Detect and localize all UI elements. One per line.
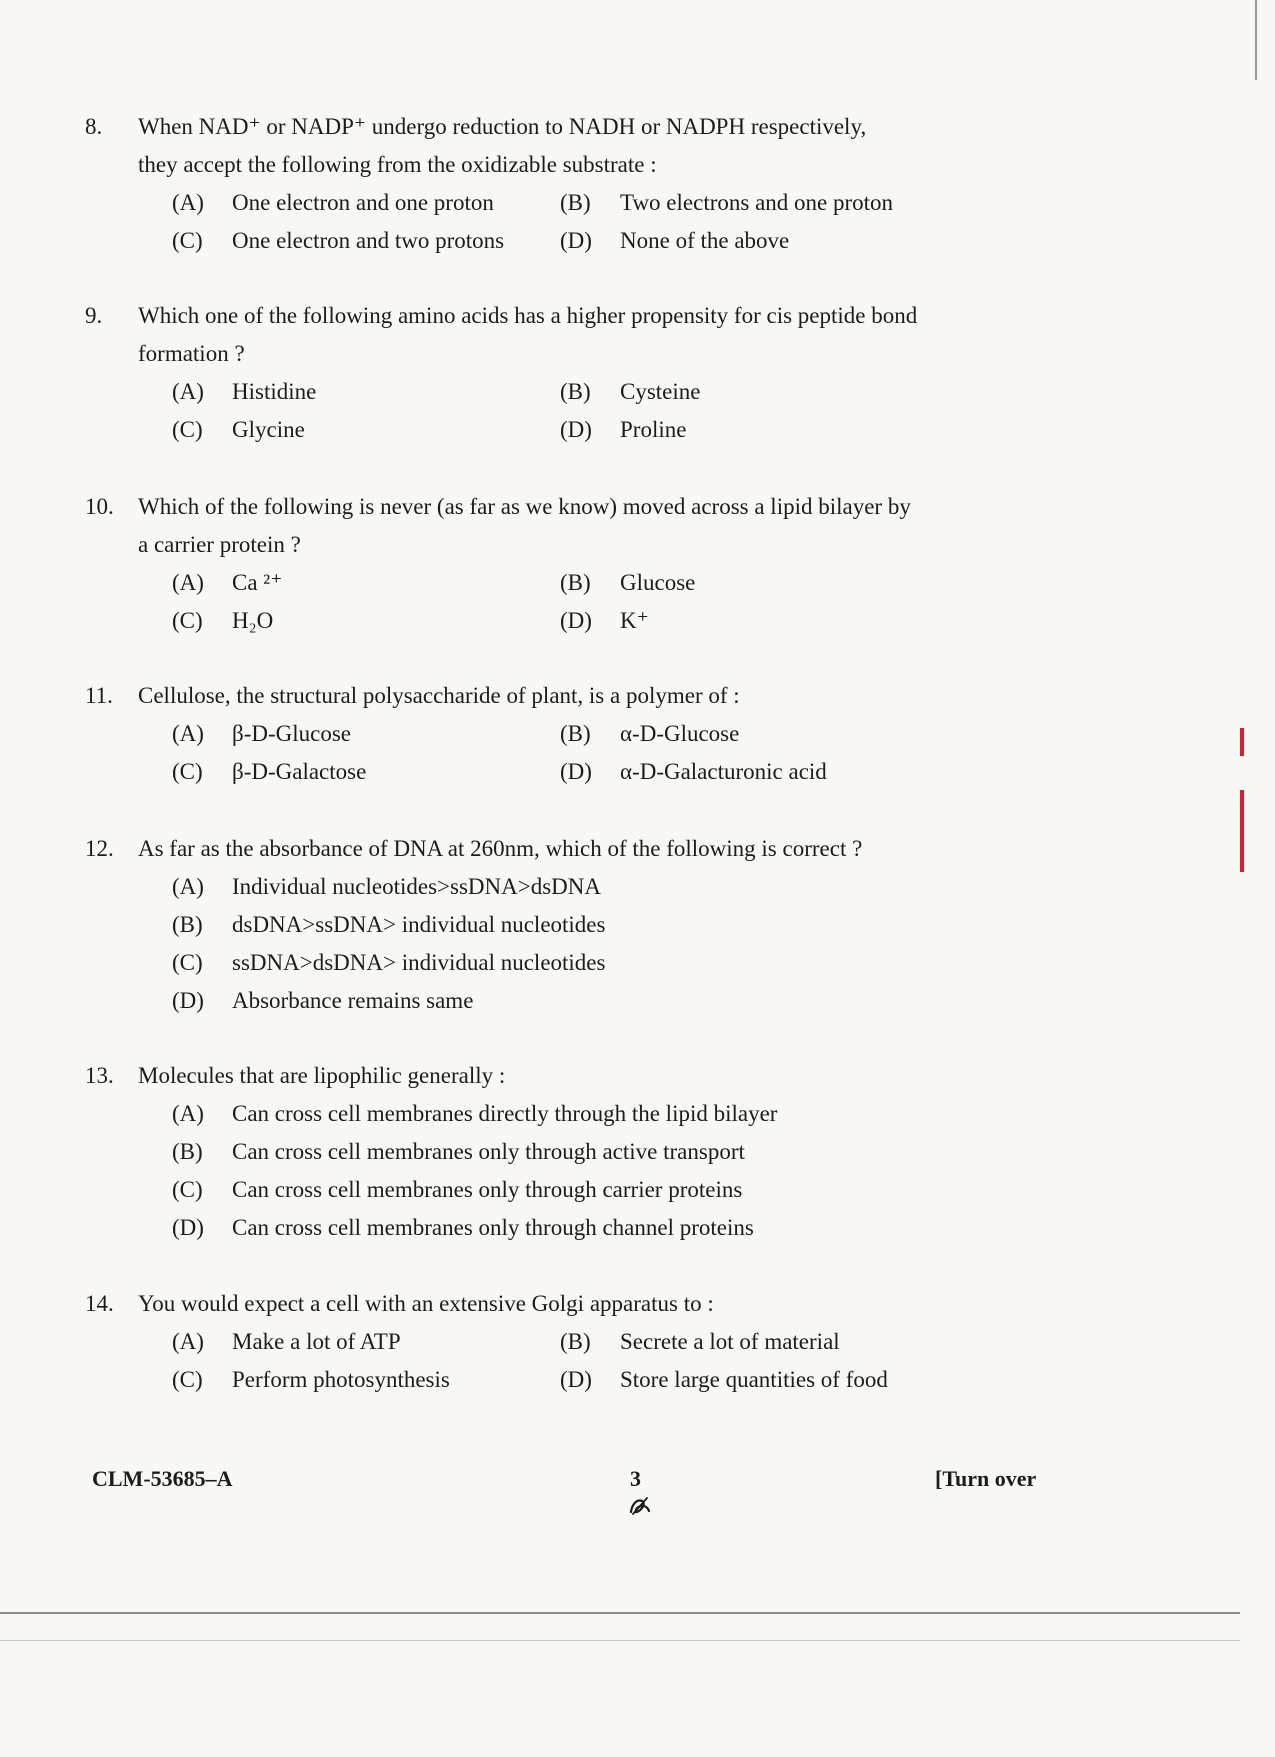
option-label: (C)	[172, 1177, 203, 1202]
page-number: 3	[630, 1466, 641, 1491]
question-stem	[138, 1057, 938, 1095]
option-label: (B)	[560, 379, 591, 404]
option-text: α-D-Glucose	[620, 721, 740, 746]
option-label: (D)	[560, 228, 592, 253]
stem-line: they accept the following from the oxidizable substrate :	[138, 152, 657, 177]
red-margin-mark	[1240, 728, 1244, 756]
question-number: 9.	[85, 303, 103, 328]
option-label: (A)	[172, 721, 204, 746]
option-text: Perform photosynthesis	[232, 1367, 450, 1392]
option-label: (D)	[172, 1215, 204, 1240]
option-text: Individual nucleotides>ssDNA>dsDNA	[232, 874, 601, 899]
paper-code: CLM-53685–A	[92, 1466, 233, 1491]
question-number: 12.	[85, 836, 114, 861]
question-stem	[138, 488, 938, 564]
option-label: (A)	[172, 570, 204, 595]
option-text: K⁺	[620, 608, 649, 633]
option-label: (B)	[560, 1329, 591, 1354]
option-text: Store large quantities of food	[620, 1367, 888, 1392]
option-text: α-D-Galacturonic acid	[620, 759, 827, 784]
option-label: (A)	[172, 874, 204, 899]
question-stem	[138, 830, 938, 868]
question-number: 14.	[85, 1291, 114, 1316]
question-number: 8.	[85, 114, 103, 139]
handwritten-initials-icon	[628, 1496, 652, 1516]
option-label: (C)	[172, 228, 203, 253]
option-label: (C)	[172, 608, 203, 633]
question-number: 13.	[85, 1063, 114, 1088]
stem-line: Cellulose, the structural polysaccharide of plant, is a polymer of :	[138, 683, 740, 708]
option-label: (D)	[560, 1367, 592, 1392]
option-label: (B)	[560, 721, 591, 746]
option-text: Absorbance remains same	[232, 988, 474, 1013]
red-margin-mark	[1240, 790, 1244, 872]
option-text: One electron and one proton	[232, 190, 494, 215]
stem-line: a carrier protein ?	[138, 532, 301, 557]
option-text: None of the above	[620, 228, 790, 253]
option-text: Can cross cell membranes only through carrier proteins	[232, 1177, 743, 1202]
option-text: dsDNA>ssDNA> individual nucleotides	[232, 912, 606, 937]
option-label: (C)	[172, 1367, 203, 1392]
option-text: β-D-Glucose	[232, 721, 351, 746]
option-text: H₂O	[232, 608, 274, 633]
option-text: Can cross cell membranes only through active transport	[232, 1139, 745, 1164]
stem-line: formation ?	[138, 341, 245, 366]
option-text: Can cross cell membranes directly through the lipid bilayer	[232, 1101, 778, 1126]
option-label: (D)	[560, 417, 592, 442]
margin-line	[1255, 0, 1257, 80]
option-label: (B)	[172, 1139, 203, 1164]
turn-over-label: [Turn over	[935, 1466, 1037, 1491]
option-label: (A)	[172, 379, 204, 404]
question-number: 11.	[85, 683, 113, 708]
bottom-rule	[0, 1612, 1240, 1614]
option-text: ssDNA>dsDNA> individual nucleotides	[232, 950, 606, 975]
stem-line: Which one of the following amino acids has a higher propensity for cis peptide bond	[138, 303, 918, 328]
option-text: Can cross cell membranes only through channel proteins	[232, 1215, 754, 1240]
option-text: Proline	[620, 417, 687, 442]
option-label: (B)	[560, 570, 591, 595]
option-text: Histidine	[232, 379, 317, 404]
option-text: One electron and two protons	[232, 228, 505, 253]
option-text: Glucose	[620, 570, 696, 595]
stem-line: As far as the absorbance of DNA at 260nm, which of the following is correct ?	[138, 836, 863, 861]
question-stem	[138, 677, 938, 715]
option-text: β-D-Galactose	[232, 759, 367, 784]
stem-line: Which of the following is never (as far as we know) moved across a lipid bilayer by	[138, 494, 911, 519]
question-number: 10.	[85, 494, 114, 519]
stem-line: Molecules that are lipophilic generally :	[138, 1063, 506, 1088]
option-label: (B)	[172, 912, 203, 937]
option-text: Two electrons and one proton	[620, 190, 894, 215]
option-text: Make a lot of ATP	[232, 1329, 401, 1354]
bottom-rule-faint	[0, 1640, 1240, 1641]
stem-line: When NAD⁺ or NADP⁺ undergo reduction to NADH or NADPH respectively,	[138, 114, 867, 139]
option-text: Secrete a lot of material	[620, 1329, 840, 1354]
option-label: (D)	[560, 759, 592, 784]
option-label: (B)	[560, 190, 591, 215]
question-stem	[138, 108, 938, 184]
question-stem	[138, 297, 938, 373]
option-label: (C)	[172, 417, 203, 442]
option-text: Glycine	[232, 417, 305, 442]
option-text: Ca ²⁺	[232, 570, 283, 595]
option-label: (C)	[172, 950, 203, 975]
option-label: (A)	[172, 190, 204, 215]
option-label: (D)	[172, 988, 204, 1013]
option-text: Cysteine	[620, 379, 701, 404]
option-label: (A)	[172, 1101, 204, 1126]
stem-line: You would expect a cell with an extensive Golgi apparatus to :	[138, 1291, 714, 1316]
option-label: (C)	[172, 759, 203, 784]
option-label: (D)	[560, 608, 592, 633]
option-label: (A)	[172, 1329, 204, 1354]
question-stem	[138, 1285, 938, 1323]
